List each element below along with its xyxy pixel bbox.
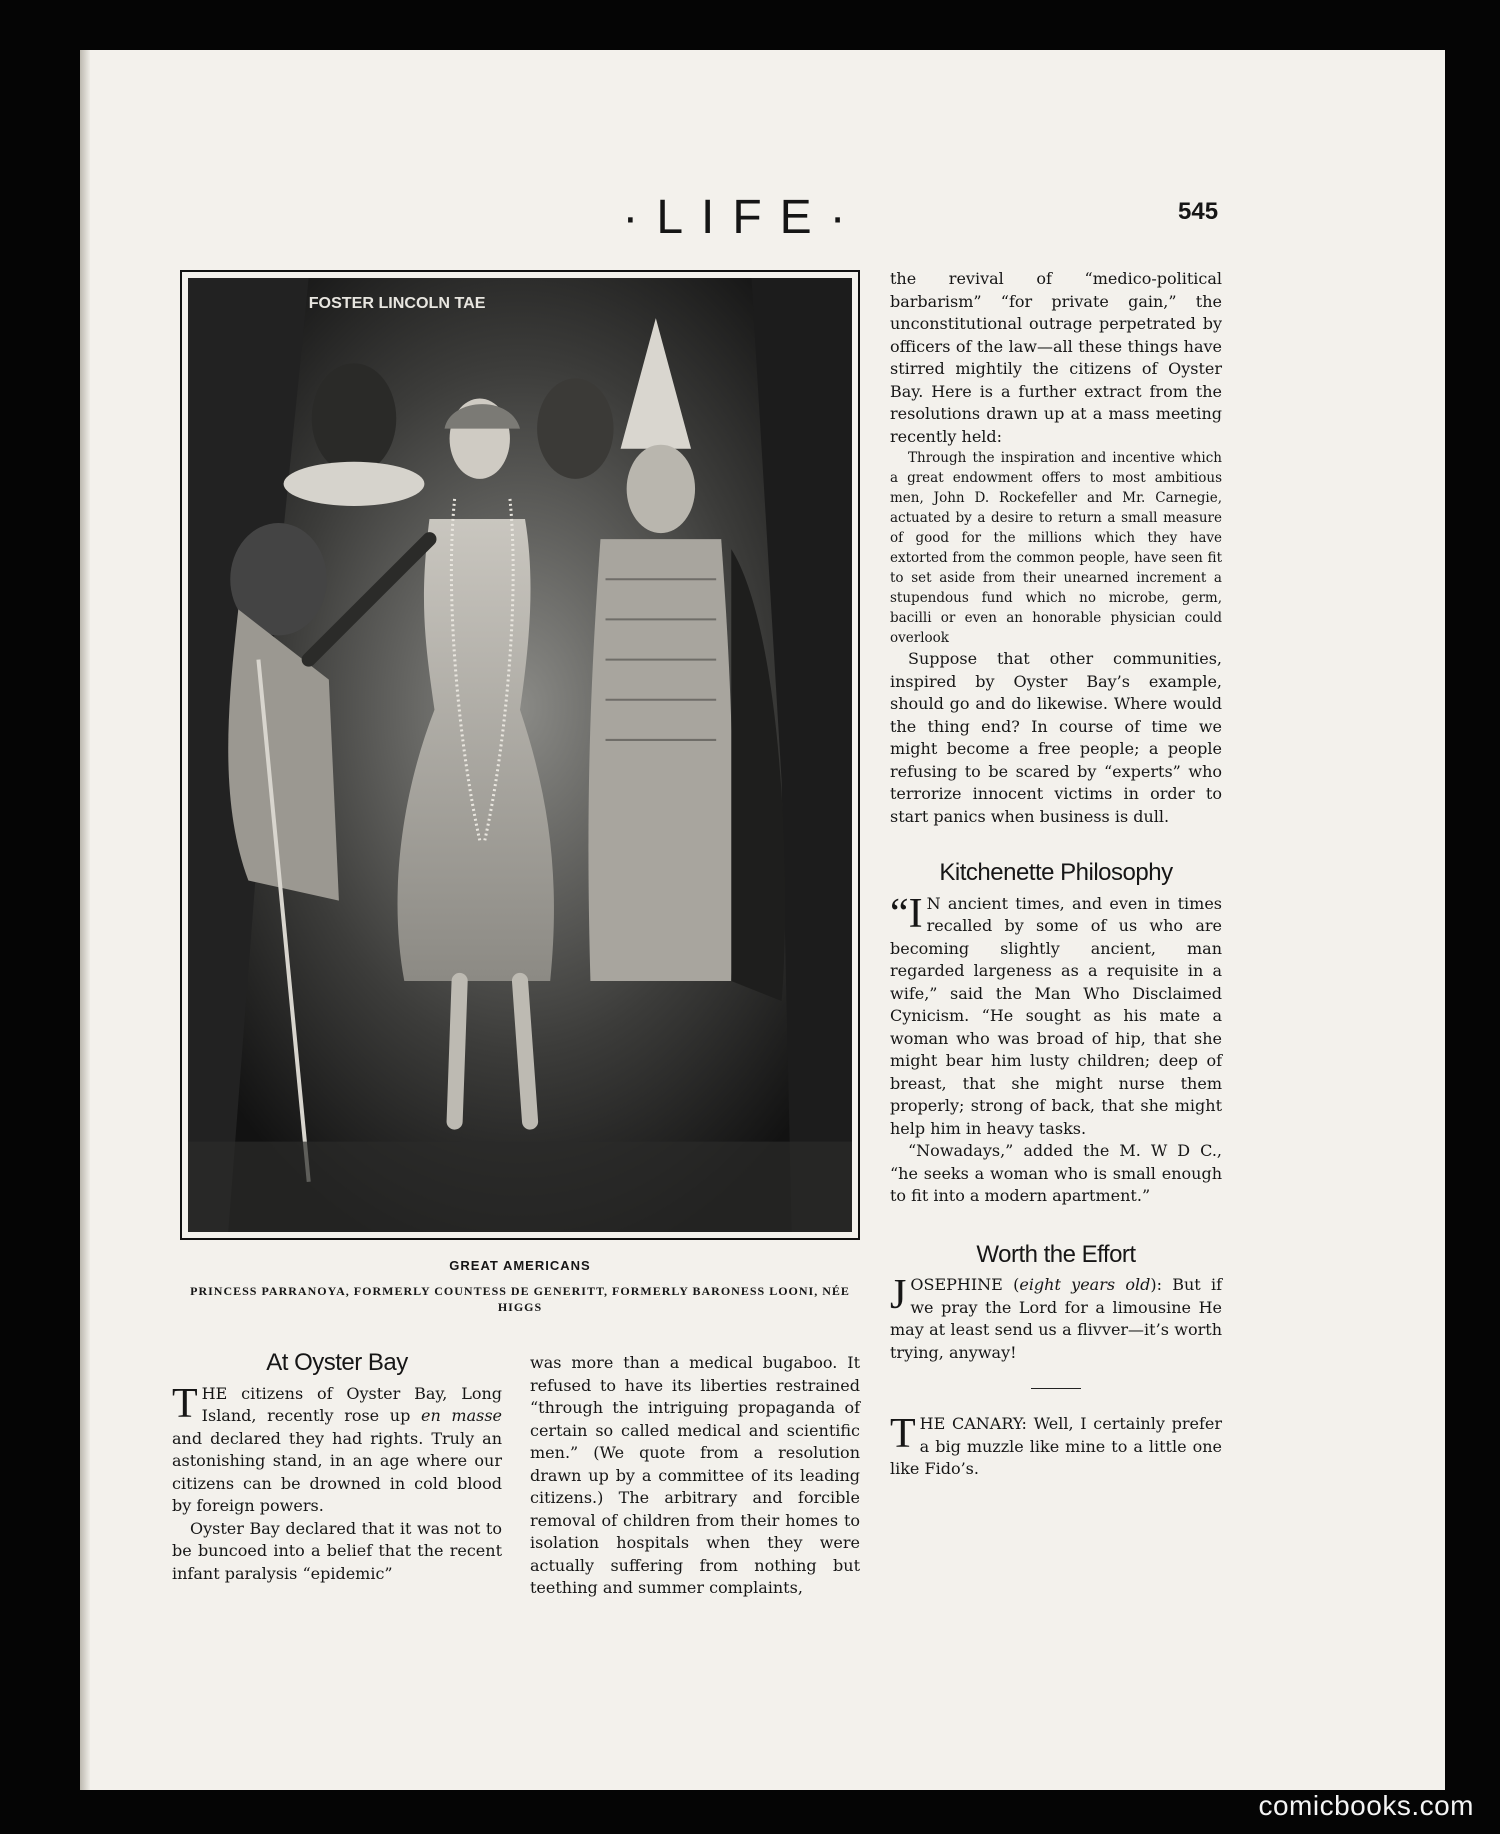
worth-age: eight years old xyxy=(1019,1275,1151,1294)
canary-dropcap: T xyxy=(890,1411,916,1457)
artist-signature: FOSTER LINCOLN TAE xyxy=(308,294,486,313)
page-spine-shadow xyxy=(80,50,90,1790)
worth-dropcap: J xyxy=(890,1272,907,1318)
oyster-en-masse: en masse xyxy=(420,1406,502,1425)
illustration-image xyxy=(188,278,852,1232)
article-continuation-paragraph: the revival of “medico-political barbarism” “for private gain,” the unconstitutional outrage perpetrated by officers of the law—all these things have stirred mightily the citizens of Oyster Bay. Here is a further extract from the resolutions drawn up at a mass meeting recently held: xyxy=(890,269,1222,446)
kitchenette-text-1: N ancient times, and even in times recalled by some of us who are becoming slightly ancient, man regarded largeness as a requisite in a wife,” said the Man Who Disclaimed Cynicism. “He sought as his mate a woman who was broad of hip, that she might bear him lusty children; deep of breast, that she might nurse them properly; strong of back, that she might help him in heavy tasks. xyxy=(890,893,1222,1138)
kitchenette-heading: Kitchenette Philosophy xyxy=(939,859,1173,886)
magazine-page xyxy=(80,50,1445,1790)
article-closing-paragraph: Suppose that other communities, inspired by Oyster Bay’s example, should go and do likewise. Where would the thing end? In course of time we might become a free people; a people refusing to be scared by “experts” who terrorize innocent victims in order to start panics when business is dull. xyxy=(890,649,1222,826)
canary-paragraph xyxy=(890,1413,1222,1481)
oyster-heading: At Oyster Bay xyxy=(266,1349,408,1376)
oyster-text-1a: HE citizens of Oyster Bay, Long Island, recently rose up xyxy=(201,1383,502,1425)
oyster-text-1b: and declared they had rights. Truly an astonishing stand, in an age where our citizens can be drowned in cold blood by foreign powers. xyxy=(172,1428,502,1515)
oyster-column xyxy=(172,1349,502,1585)
middle-paragraph: was more than a medical bugaboo. It refused to have its liberties restrained “through the intriguing propaganda of certain so called medical and scientific men.” (We quote from a resolution drawn up by a committee of its leading citizens.) The arbitrary and forcible removal of children from their homes to isolation hospitals when they were actually suffering from nothing but teething and summer complaints, xyxy=(530,1353,860,1597)
page-number: 545 xyxy=(1178,198,1219,225)
worth-paragraph-1 xyxy=(890,1274,1222,1364)
worth-text: ): But if we pray the Lord for a limousine He may at least send us a flivver—it’s worth trying, anyway! xyxy=(890,1275,1223,1362)
oyster-paragraph-1 xyxy=(172,1380,502,1518)
kitchenette-paragraph-1 xyxy=(890,890,1222,1141)
caption-subtitle: PRINCESS PARRANOYA, FORMERLY COUNTESS DE GENERITT, FORMERLY BARONESS LOONI, NÉE HIGGS xyxy=(190,1284,850,1314)
caption-title: GREAT AMERICANS xyxy=(449,1258,591,1273)
oyster-paragraph-2: Oyster Bay declared that it was not to be buncoed into a belief that the recent infant paralysis “epidemic” xyxy=(172,1518,502,1583)
illustration-frame xyxy=(180,270,860,1240)
worth-name: OSEPHINE ( xyxy=(910,1275,1020,1294)
canary-text: HE CANARY: Well, I certainly prefer a big muzzle like mine to a little one like Fido’s. xyxy=(890,1414,1222,1478)
section-divider xyxy=(1031,1388,1081,1389)
illustration-great-americans xyxy=(188,278,852,1232)
illustration-caption xyxy=(180,1258,860,1315)
resolution-quote: Through the inspiration and incentive which a great endowment offers to most ambitious men, John D. Rockefeller and Mr. Carnegie, actuated by a desire to return a small measure of good for the millions which they have extorted from the common people, have seen fit to set aside from their unearned increment a stupendous fund which no microbe, germ, bacilli or even an honorable physician could overlook xyxy=(890,450,1222,646)
kitchenette-dropcap: “I xyxy=(890,890,923,937)
kitchenette-paragraph-2: “Nowadays,” added the M. W D C., “he seeks a woman who is small enough to fit into a modern apartment.” xyxy=(890,1141,1222,1205)
oyster-dropcap: T xyxy=(172,1380,198,1427)
right-column xyxy=(890,268,1222,1481)
middle-column xyxy=(530,1352,860,1600)
worth-heading: Worth the Effort xyxy=(976,1240,1136,1268)
masthead-title: ·LIFE· xyxy=(622,191,864,244)
site-watermark: comicbooks.com xyxy=(1258,1790,1474,1821)
